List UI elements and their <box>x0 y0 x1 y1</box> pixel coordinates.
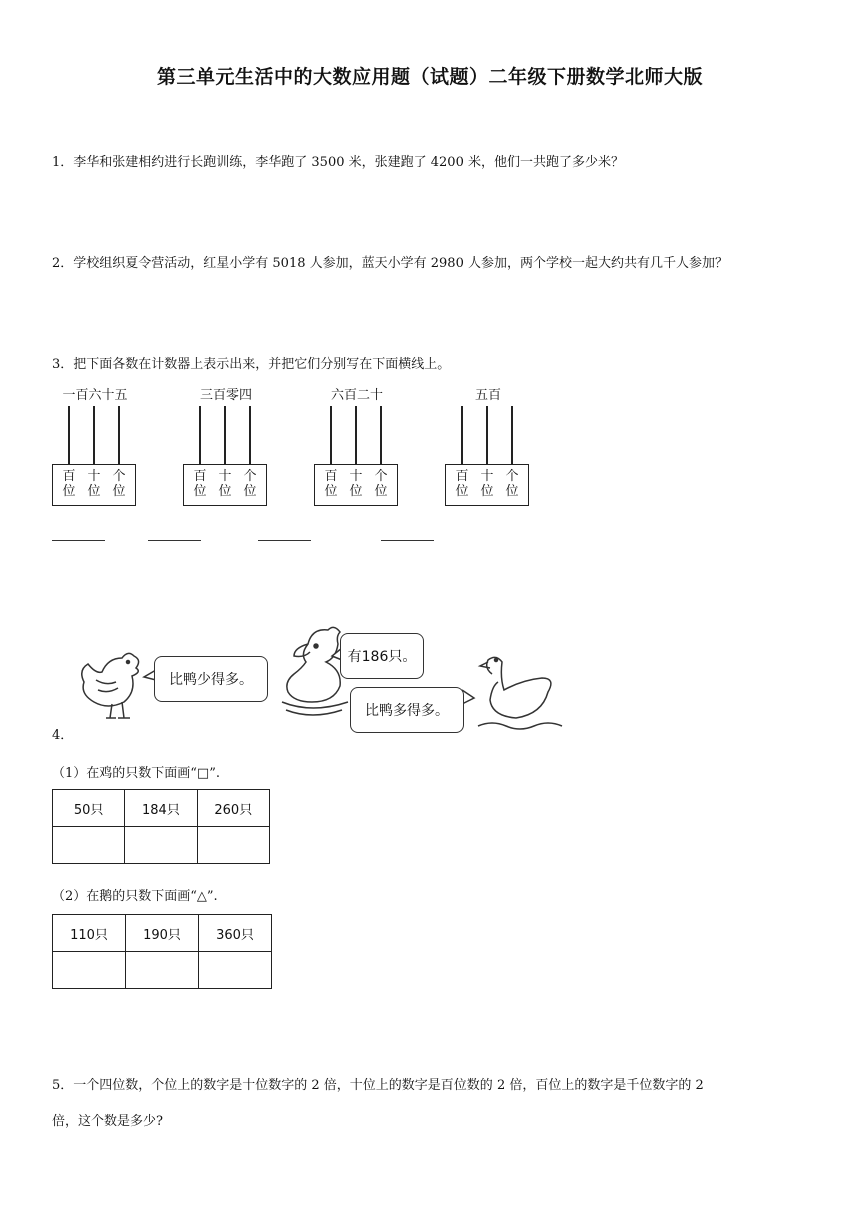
answer-cell[interactable] <box>125 827 197 864</box>
abacus-2 <box>179 384 279 514</box>
question-3: 3．把下面各数在计数器上表示出来，并把它们分别写在下面横线上。 <box>52 357 451 372</box>
abacus-rod <box>461 406 463 464</box>
abacus-rod <box>224 406 226 464</box>
hundreds-label: 百 <box>193 469 207 484</box>
answer-cell[interactable] <box>199 952 272 989</box>
abacus-1 <box>48 384 148 514</box>
abacus-base <box>445 464 529 506</box>
answer-blank[interactable] <box>52 540 105 541</box>
tens-label: 位 <box>480 484 494 499</box>
tens-label: 位 <box>218 484 232 499</box>
abacus-label: 三百零四 <box>199 388 252 403</box>
question-2: 2．学校组织夏令营活动，红星小学有 5018 人参加，蓝天小学有 2980 人参加，两个学校一起大约共有几千人参加？ <box>52 256 728 271</box>
ones-label: 个 <box>374 469 388 484</box>
question-4-part-1: （1）在鸡的只数下面画“□”. <box>52 766 220 781</box>
ones-label: 位 <box>505 484 519 499</box>
tens-label: 十 <box>480 469 494 484</box>
abacus-rod <box>68 406 70 464</box>
answer-cell[interactable] <box>197 827 269 864</box>
ones-label: 个 <box>243 469 257 484</box>
abacus-rod <box>511 406 513 464</box>
ones-label: 个 <box>505 469 519 484</box>
tens-label: 十 <box>349 469 363 484</box>
hundreds-label: 百 <box>324 469 338 484</box>
hundreds-label: 位 <box>455 484 469 499</box>
hundreds-label: 百 <box>455 469 469 484</box>
tens-label: 位 <box>87 484 101 499</box>
abacus-label: 一百六十五 <box>62 388 128 403</box>
abacus-3 <box>310 384 410 514</box>
hundreds-label: 位 <box>62 484 76 499</box>
question-1: 1．李华和张建相约进行长跑训练，李华跑了 3500 米，张建跑了 4200 米，他们一共跑了多少米？ <box>52 155 624 170</box>
hundreds-label: 位 <box>324 484 338 499</box>
question-4-number: 4． <box>52 728 74 743</box>
table-cell: 110只 <box>53 915 126 952</box>
ones-label: 位 <box>243 484 257 499</box>
goose-icon <box>478 657 562 729</box>
abacus-rod <box>199 406 201 464</box>
table-cell: 50只 <box>53 790 125 827</box>
hundreds-label: 百 <box>62 469 76 484</box>
abacus-base <box>52 464 136 506</box>
speech-bubble-duck: 有186只。 <box>340 633 424 679</box>
abacus-rod <box>330 406 332 464</box>
chicken-icon <box>82 653 139 718</box>
page-title: 第三单元生活中的大数应用题（试题）二年级下册数学北师大版 <box>156 66 703 88</box>
abacus-label: 六百二十 <box>330 388 383 403</box>
chicken-count-table <box>52 789 270 864</box>
abacus-rod <box>355 406 357 464</box>
hundreds-label: 位 <box>193 484 207 499</box>
abacus-4 <box>441 384 541 514</box>
abacus-rod <box>118 406 120 464</box>
abacus-rod <box>249 406 251 464</box>
question-5-line-1: 5．一个四位数，个位上的数字是十位数字的 2 倍，十位上的数字是百位数的 2 倍，百位上的数字是千位数字的 2 <box>52 1078 704 1093</box>
question-5-line-2: 倍，这个数是多少? <box>52 1114 163 1129</box>
table-cell: 360只 <box>199 915 272 952</box>
goose-count-table <box>52 914 272 989</box>
abacus-rod <box>93 406 95 464</box>
abacus-base <box>314 464 398 506</box>
table-cell: 260只 <box>197 790 269 827</box>
table-cell: 190只 <box>126 915 199 952</box>
ones-label: 位 <box>112 484 126 499</box>
speech-bubble-chicken: 比鸭少得多。 <box>154 656 268 702</box>
abacus-rod <box>486 406 488 464</box>
tens-label: 位 <box>349 484 363 499</box>
answer-blank[interactable] <box>258 540 311 541</box>
answer-blank[interactable] <box>148 540 201 541</box>
ones-label: 位 <box>374 484 388 499</box>
answer-cell[interactable] <box>53 952 126 989</box>
abacus-label: 五百 <box>474 388 501 403</box>
answer-cell[interactable] <box>126 952 199 989</box>
speech-bubble-goose: 比鸭多得多。 <box>350 687 464 733</box>
tens-label: 十 <box>87 469 101 484</box>
abacus-rod <box>380 406 382 464</box>
ones-label: 个 <box>112 469 126 484</box>
answer-cell[interactable] <box>53 827 125 864</box>
table-cell: 184只 <box>125 790 197 827</box>
abacus-base <box>183 464 267 506</box>
answer-blank[interactable] <box>381 540 434 541</box>
question-4-part-2: （2）在鹅的只数下面画“△”. <box>52 889 218 904</box>
tens-label: 十 <box>218 469 232 484</box>
